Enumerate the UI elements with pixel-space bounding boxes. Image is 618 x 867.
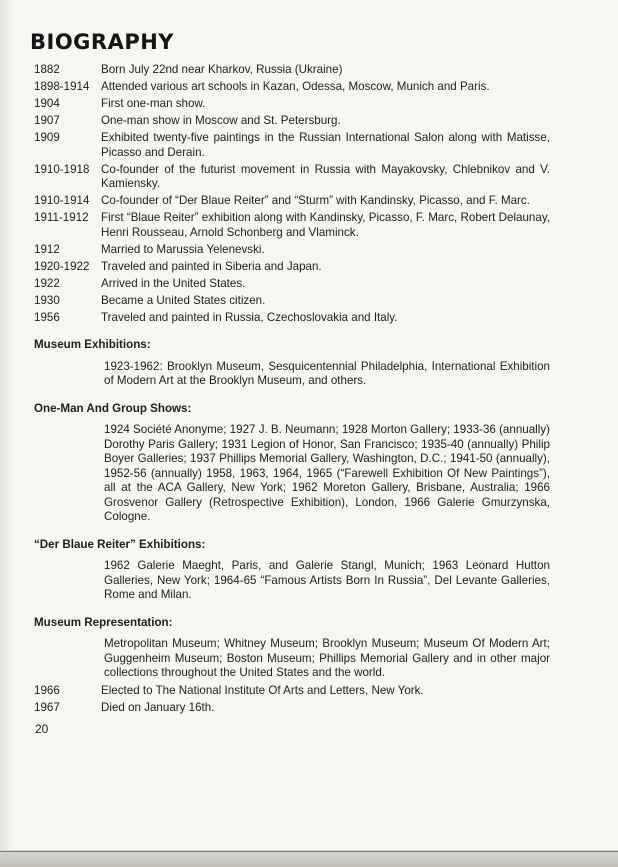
entry-text: First one-man show. xyxy=(101,97,206,110)
scan-bottom-edge xyxy=(0,850,618,867)
entry-year: 1911-1912 xyxy=(34,211,89,224)
one-man-group-shows-section xyxy=(34,402,550,525)
entry-year: 1922 xyxy=(34,276,60,290)
page-number: 20 xyxy=(35,722,49,736)
entry-text: Traveled and painted in Siberia and Japan. xyxy=(101,259,322,273)
chronology-entry xyxy=(34,80,550,95)
entry-year: 1967 xyxy=(34,700,60,714)
entry-text: Arrived in the United States. xyxy=(101,276,246,290)
chronology-entry xyxy=(34,701,550,716)
page-title: BIOGRAPHY xyxy=(30,30,175,54)
section-body: Metropolitan Museum; Whitney Museum; Brooklyn Museum; Museum Of Modern Art; Guggenheim Museum; Boston Museum; Phillips Memorial Gallery and in other major collections throughout the United States and the world. xyxy=(104,637,550,679)
entry-text: One-man show in Moscow and St. Petersburg. xyxy=(101,114,341,127)
entry-text: Born July 22nd near Kharkov, Russia (Ukraine) xyxy=(101,63,343,76)
chronology-entry xyxy=(34,97,550,112)
section-body: 1924 Société Anonyme; 1927 J. B. Neumann; 1928 Morton Gallery; 1933-36 (annually) Dorothy Paris Gallery; 1931 Legion of Honor, San Francisco; 1935-40 (annually) Philip Boyer Galleries; 1937 Phillips Memorial Gallery, Washington, D.C.; 1941-50 (annually), 1952-56 (annually) 1958, 1963, 1964, 1965 (“Farewell Exhibition Of New Paintings”), all at the ACA Gallery, New York; 1962 Moreton Gallery, Brisbane, Australia; 1966 Grosvenor Gallery (Retrospective Exhibition), London, 1966 Galerie Gmurzynska, Cologne. xyxy=(104,423,550,523)
chronology-entry xyxy=(34,131,550,160)
page-edge-line xyxy=(0,851,618,852)
section-heading: Museum Exhibitions: xyxy=(34,338,151,351)
blaue-reiter-exhibitions-section xyxy=(34,538,550,603)
chronology-entry xyxy=(34,194,550,209)
chronology-entry xyxy=(34,163,550,192)
entry-text: Co-founder of “Der Blaue Reiter” and “Sturm” with Kandinsky, Picasso, and F. Marc. xyxy=(101,194,530,207)
section-heading: Museum Representation: xyxy=(34,615,173,629)
page-shadow xyxy=(0,0,14,850)
chronology-entry xyxy=(34,684,550,699)
chronology-entry xyxy=(34,63,550,78)
entry-year: 1898-1914 xyxy=(34,80,90,93)
chronology-entry xyxy=(34,294,550,309)
entry-text: Attended various art schools in Kazan, Odessa, Moscow, Munich and Paris. xyxy=(101,80,490,93)
entry-year: 1966 xyxy=(34,683,60,697)
entry-year: 1882 xyxy=(34,63,60,76)
chronology-entry xyxy=(34,211,550,240)
entry-text: Became a United States citizen. xyxy=(101,293,266,307)
entry-year: 1904 xyxy=(34,97,60,110)
chronology-list xyxy=(34,63,550,325)
chronology-entry xyxy=(34,277,550,292)
entry-year: 1909 xyxy=(34,131,60,144)
entry-text: First “Blaue Reiter” exhibition along with Kandinsky, Picasso, F. Marc, Robert Delaunay, Henri Rousseau, Arnold Schonberg and Vlaminck. xyxy=(101,211,550,239)
entry-text: Co-founder of the futurist movement in Russia with Mayakovsky, Chlebnikov and V. Kamiensky. xyxy=(101,162,550,190)
chronology-entry xyxy=(34,243,550,258)
entry-year: 1956 xyxy=(34,310,60,324)
entry-year: 1910-1914 xyxy=(34,194,90,207)
entry-year: 1912 xyxy=(34,242,60,256)
entry-year: 1907 xyxy=(34,114,60,127)
entry-text: Died on January 16th. xyxy=(101,700,215,714)
chronology-entry xyxy=(34,114,550,129)
section-body: 1923-1962: Brooklyn Museum, Sesquicentennial Philadelphia, International Exhibition of Modern Art at the Brooklyn Museum, and others. xyxy=(104,359,550,387)
final-chronology-list xyxy=(34,684,550,716)
entry-year: 1920-1922 xyxy=(34,259,90,273)
museum-representation-section xyxy=(34,616,550,716)
section-body: 1962 Galerie Maeght, Paris, and Galerie Stangl, Munich; 1963 Leonard Hutton Galleries, New York; 1964-65 “Famous Artists Born In Russia”, Del Levante Galleries, Rome and Milan. xyxy=(104,559,550,601)
entry-text: Elected to The National Institute Of Arts and Letters, New York. xyxy=(101,683,424,697)
chronology-entry xyxy=(34,260,550,275)
entry-text: Traveled and painted in Russia, Czechoslovakia and Italy. xyxy=(101,310,398,324)
museum-exhibitions-section xyxy=(34,338,550,389)
section-heading: One-Man And Group Shows: xyxy=(34,401,192,415)
entry-year: 1930 xyxy=(34,293,60,307)
biography-content xyxy=(34,63,550,718)
entry-text: Married to Marussia Yelenevski. xyxy=(101,242,265,256)
entry-year: 1910-1918 xyxy=(34,162,90,176)
chronology-entry xyxy=(34,311,550,326)
entry-text: Exhibited twenty-five paintings in the Russian International Salon along with Matisse, Picasso and Derain. xyxy=(101,131,550,159)
section-heading: “Der Blaue Reiter” Exhibitions: xyxy=(34,537,206,551)
